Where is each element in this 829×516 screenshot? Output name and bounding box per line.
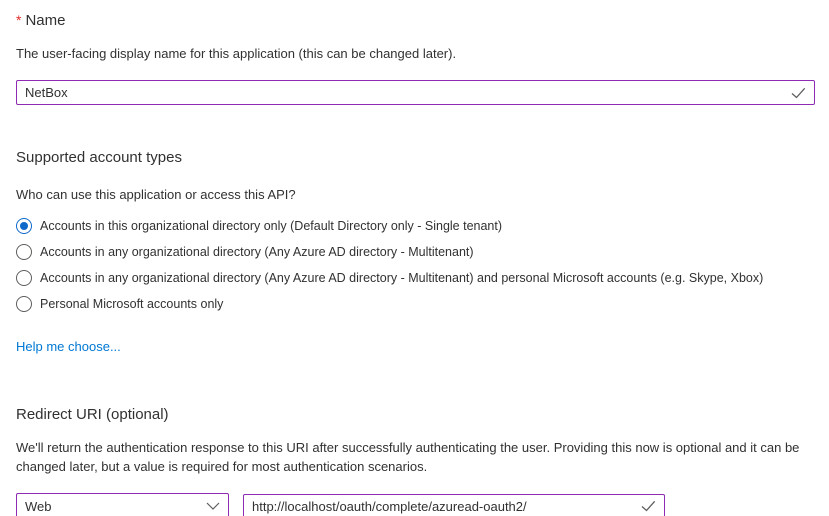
- redirect-uri-description: We'll return the authentication response to this URI after successfully authenticating the user. Providing this now is optional and it can be changed later, but a value is required for most authentication scenarios.: [16, 440, 800, 474]
- supported-account-types-title: Supported account types: [16, 149, 182, 166]
- account-type-option[interactable]: [16, 265, 813, 291]
- chevron-down-icon: [206, 502, 220, 510]
- valid-check-icon: [791, 87, 806, 99]
- help-me-choose-link[interactable]: Help me choose...: [16, 339, 121, 354]
- radio-button[interactable]: [16, 218, 32, 234]
- account-type-option[interactable]: [16, 213, 813, 239]
- required-asterisk: *: [16, 12, 22, 28]
- name-input[interactable]: [25, 85, 783, 100]
- name-section: [16, 11, 813, 105]
- redirect-uri-row: [16, 493, 813, 516]
- account-type-option[interactable]: [16, 239, 813, 265]
- radio-button[interactable]: [16, 244, 32, 260]
- account-types-radio-group: [16, 213, 813, 317]
- redirect-uri-input[interactable]: [252, 499, 633, 514]
- name-description: The user-facing display name for this application (this can be changed later).: [16, 46, 457, 61]
- redirect-uri-title: Redirect URI (optional): [16, 406, 169, 423]
- platform-select[interactable]: [16, 493, 229, 516]
- redirect-uri-input-box[interactable]: [243, 494, 665, 516]
- name-input-box[interactable]: [16, 80, 815, 105]
- account-type-option-label: Accounts in any organizational directory (Any Azure AD directory - Multitenant): [40, 245, 474, 259]
- redirect-uri-section: [16, 405, 813, 516]
- platform-select-value: Web: [25, 498, 52, 514]
- account-type-option-label: Accounts in any organizational directory (Any Azure AD directory - Multitenant) and personal Microsoft accounts (e.g. Skype, Xbox): [40, 271, 764, 285]
- account-types-question: Who can use this application or access this API?: [16, 187, 296, 202]
- account-type-option[interactable]: [16, 291, 813, 317]
- account-type-option-label: Personal Microsoft accounts only: [40, 297, 224, 311]
- radio-button[interactable]: [16, 296, 32, 312]
- radio-button[interactable]: [16, 270, 32, 286]
- name-label-text: Name: [25, 12, 66, 29]
- account-type-option-label: Accounts in this organizational directory only (Default Directory only - Single tenant): [40, 219, 503, 233]
- supported-account-types-section: [16, 148, 813, 356]
- name-label: [16, 11, 813, 30]
- valid-check-icon: [641, 500, 656, 512]
